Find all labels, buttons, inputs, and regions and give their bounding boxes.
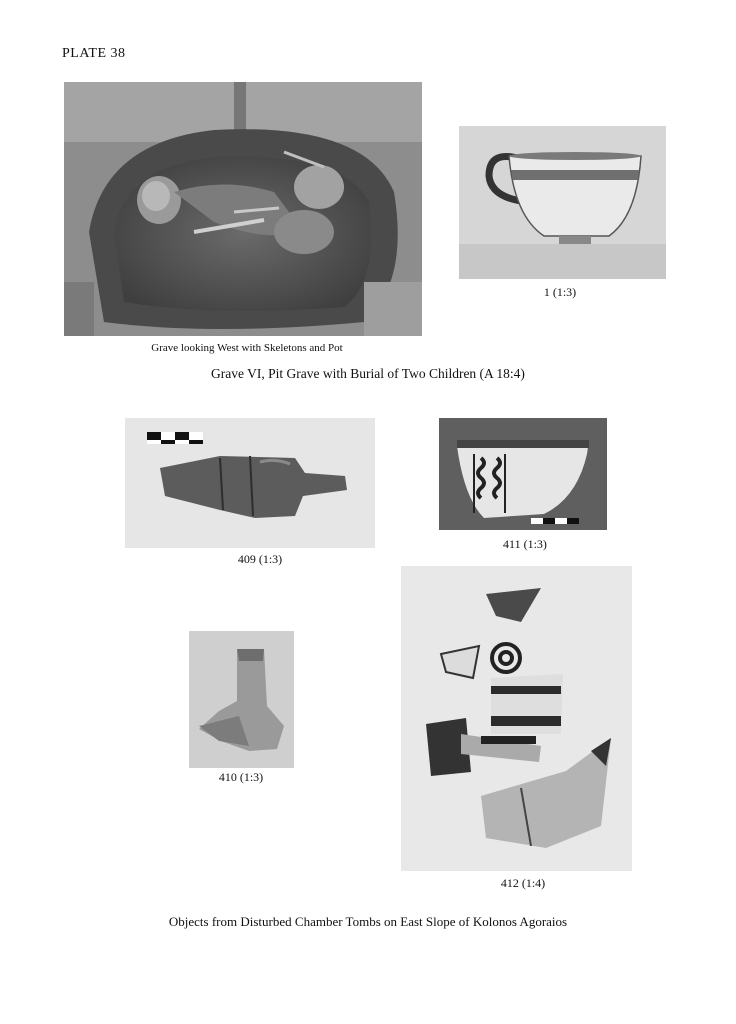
grave-photo (64, 82, 422, 336)
plate-title: PLATE 38 (62, 46, 126, 61)
object-409-photo (125, 418, 375, 548)
object-411-label: 411 (1:3) (503, 537, 547, 551)
footer-caption: Objects from Disturbed Chamber Tombs on East Slope of Kolonos Agoraios (168, 914, 568, 929)
object-410-photo (189, 631, 294, 768)
cup-photo (459, 126, 666, 279)
object-410-label: 410 (1:3) (218, 770, 264, 784)
cup-label: 1 (1:3) (543, 285, 577, 299)
object-412-photo (401, 566, 632, 871)
object-409-label: 409 (1:3) (237, 552, 283, 566)
section-caption: Grave VI, Pit Grave with Burial of Two Children (A 18:4) (211, 366, 525, 381)
object-411-photo (439, 418, 607, 530)
object-412-label: 412 (1:4) (500, 876, 546, 890)
grave-photo-caption: Grave looking West with Skeletons and Pot (151, 342, 343, 354)
